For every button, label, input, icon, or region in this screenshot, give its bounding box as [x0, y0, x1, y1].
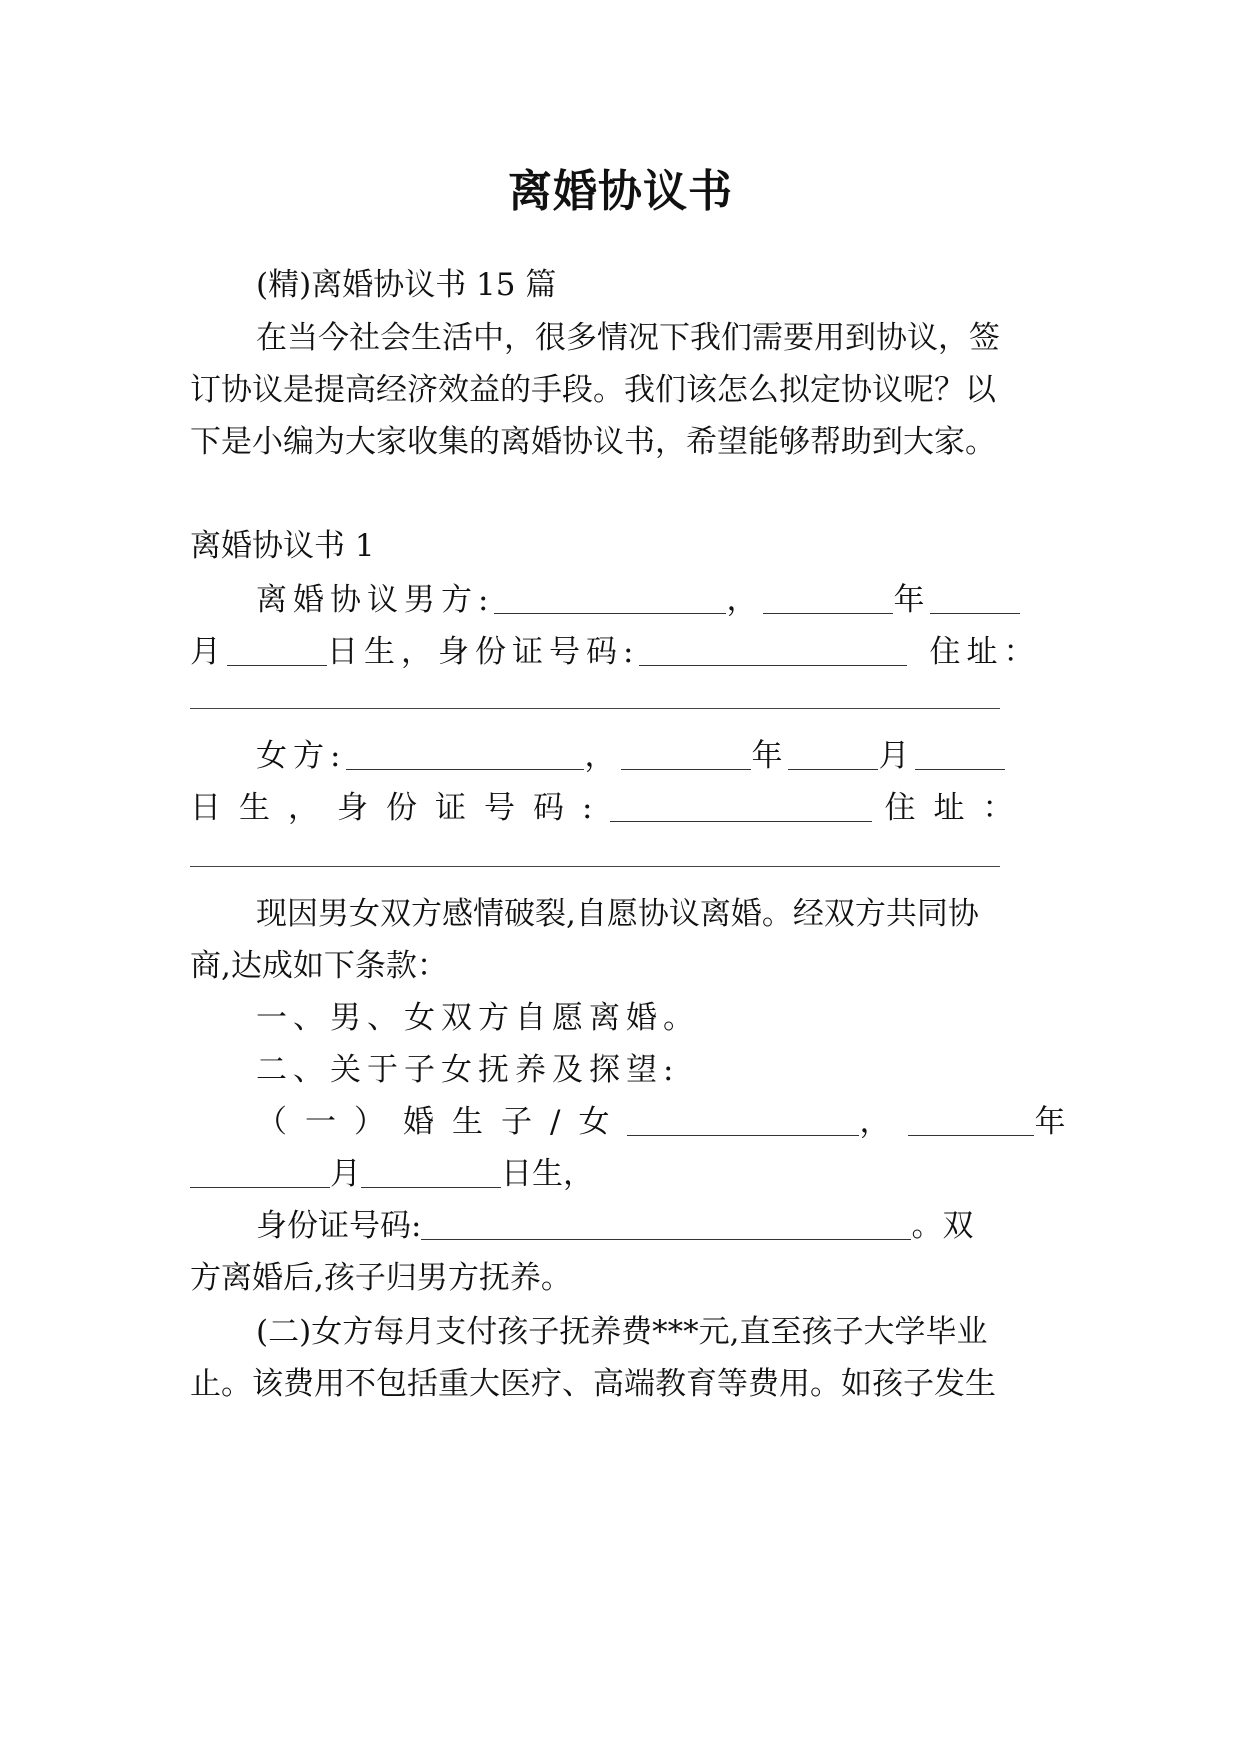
child-label: （一）婚生子/女	[256, 1104, 628, 1140]
clause-1: 一、男、女双方自愿离婚。	[256, 1000, 700, 1036]
male-month-label: 月	[190, 634, 227, 670]
child-custody: 方离婚后,孩子归男方抚养。	[190, 1260, 572, 1296]
female-label: 女方:	[256, 738, 347, 774]
child-year-blank	[908, 1105, 1034, 1136]
female-month-blank	[788, 739, 878, 770]
male-address-blank	[190, 708, 1000, 709]
child-name-blank	[627, 1105, 859, 1136]
female-year-blank	[621, 739, 751, 770]
child-month-blank	[190, 1157, 330, 1188]
document-title: 离婚协议书	[508, 166, 733, 217]
female-address-blank	[190, 866, 1000, 867]
child-comma: ，	[859, 1104, 909, 1140]
female-born-label: 日生，身份证号码:	[190, 790, 611, 826]
intro-line-3: 下是小编为大家收集的离婚协议书，希望能够帮助到大家。	[190, 424, 996, 460]
male-line-2	[190, 632, 1050, 672]
support-line-1: (二)女方每月支付孩子抚养费***元,直至孩子大学毕业	[256, 1314, 988, 1350]
male-year-label: 年	[893, 582, 931, 618]
male-comma: ，	[726, 582, 764, 618]
female-month-label: 月	[878, 738, 916, 774]
female-line-2	[190, 788, 1050, 828]
section-heading: 离婚协议书 1	[190, 528, 375, 564]
female-comma: ，	[584, 738, 622, 774]
child-line-1	[256, 1102, 1084, 1142]
male-month-blank	[930, 583, 1020, 614]
female-line-1	[256, 736, 1050, 776]
male-id-blank	[639, 635, 907, 666]
intro-line-2: 订协议是提高经济效益的手段。我们该怎么拟定协议呢？以	[190, 372, 996, 408]
female-day-blank	[915, 739, 1005, 770]
subtitle: (精)离婚协议书 15 篇	[256, 267, 557, 303]
child-line-2	[190, 1154, 1050, 1194]
female-address-label: 住址：	[884, 790, 1032, 826]
child-born-label: 日生，	[501, 1156, 594, 1192]
male-name-blank	[494, 583, 726, 614]
male-address-label: 住址：	[929, 634, 1041, 670]
child-line-3	[256, 1206, 1050, 1246]
child-id-blank	[421, 1209, 911, 1240]
male-born-label: 日生，身份证号码:	[327, 634, 640, 670]
female-id-blank	[610, 791, 872, 822]
reason-line-1: 现因男女双方感情破裂,自愿协议离婚。经双方共同协	[256, 896, 979, 932]
female-name-blank	[346, 739, 584, 770]
child-id-label: 身份证号码:	[256, 1208, 422, 1244]
male-label: 离婚协议男方:	[256, 582, 495, 618]
male-day-blank	[227, 635, 327, 666]
male-year-blank	[763, 583, 893, 614]
female-year-label: 年	[751, 738, 789, 774]
child-month-label: 月	[330, 1156, 361, 1192]
clause-2: 二、关于子女抚养及探望:	[256, 1052, 680, 1088]
child-day-blank	[361, 1157, 501, 1188]
child-year-label: 年	[1034, 1104, 1084, 1140]
support-line-2: 止。该费用不包括重大医疗、高端教育等费用。如孩子发生	[190, 1366, 996, 1402]
intro-line-1: 在当今社会生活中，很多情况下我们需要用到协议，签	[256, 320, 1000, 356]
child-id-end: 。双	[911, 1208, 974, 1244]
reason-line-2: 商,达成如下条款：	[190, 948, 448, 984]
male-line-1	[256, 580, 1050, 620]
